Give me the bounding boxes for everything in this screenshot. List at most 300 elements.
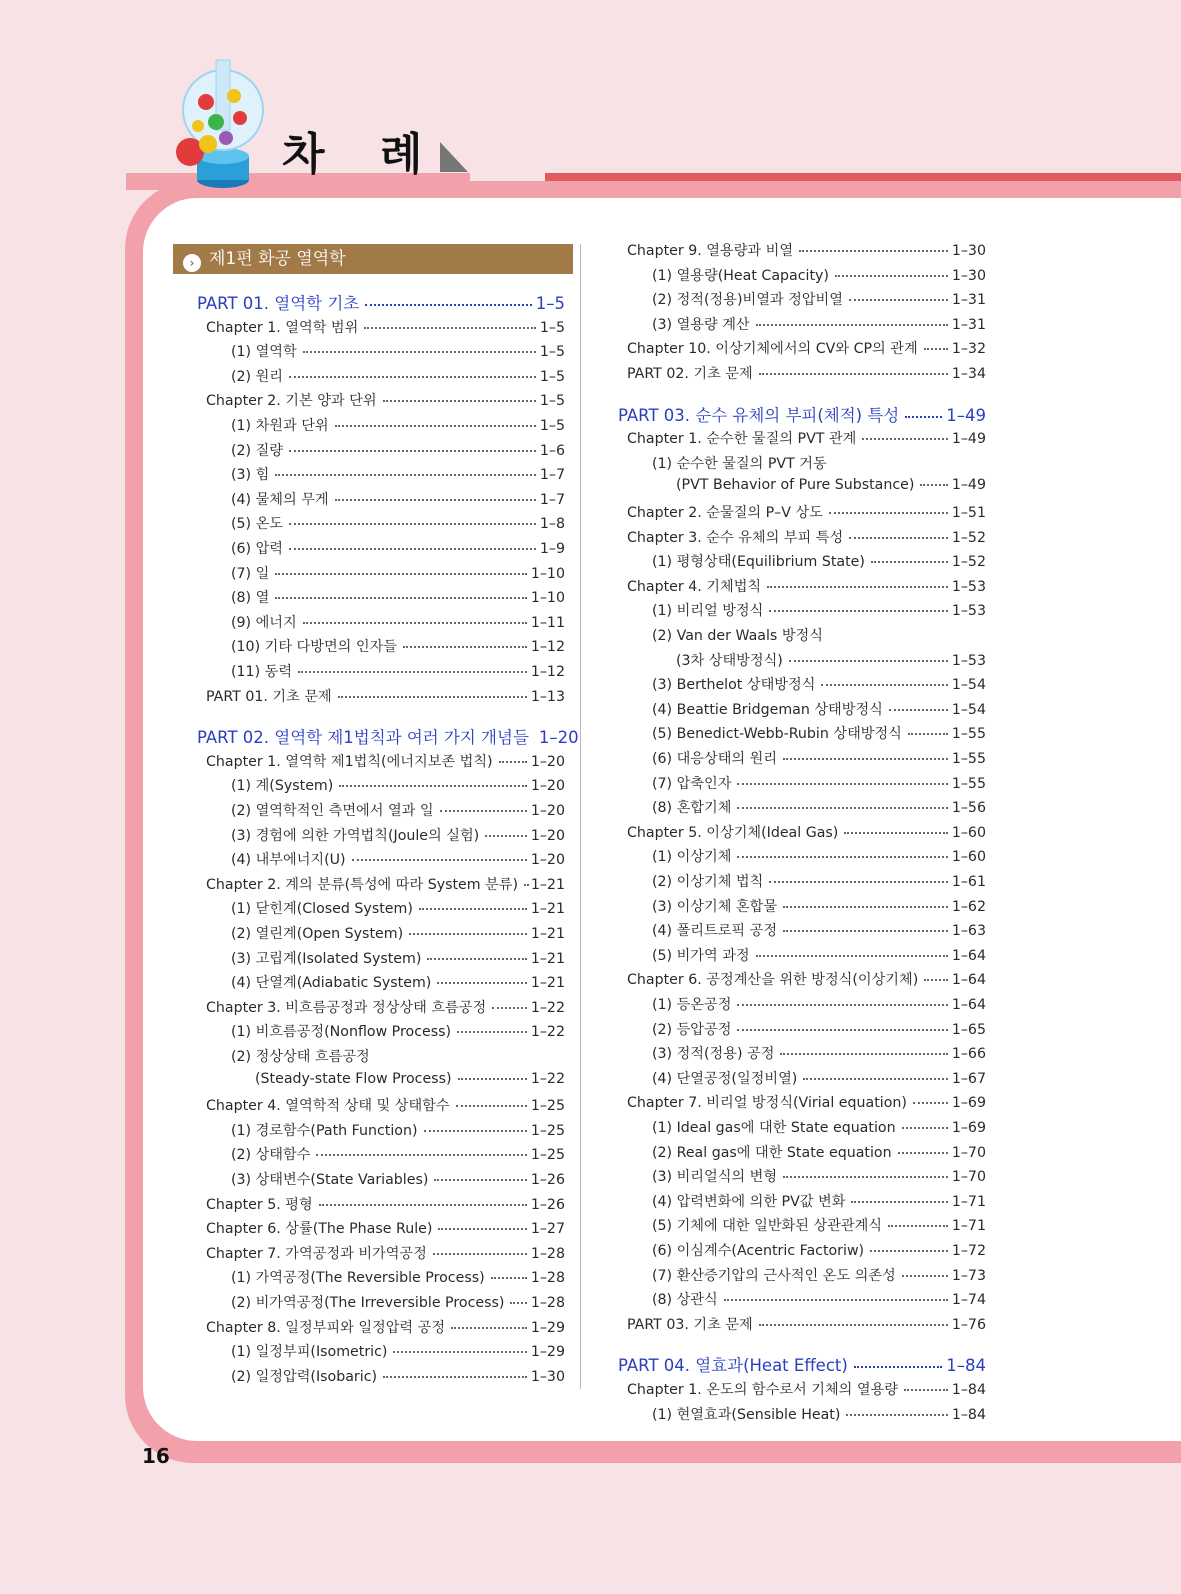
toc-chapter[interactable] bbox=[206, 686, 565, 706]
dot-leader bbox=[835, 275, 948, 277]
toc-item[interactable] bbox=[652, 773, 986, 793]
dot-leader bbox=[298, 671, 527, 673]
toc-chapter[interactable] bbox=[206, 1194, 565, 1214]
toc-page: 1–5 bbox=[539, 393, 565, 410]
toc-item[interactable] bbox=[652, 748, 986, 768]
toc-item[interactable] bbox=[231, 464, 565, 484]
dot-leader bbox=[769, 610, 947, 612]
toc-page: 1–8 bbox=[539, 516, 565, 533]
toc-page: 1–54 bbox=[951, 701, 986, 718]
toc-item[interactable] bbox=[652, 797, 986, 817]
toc-page: 1–5 bbox=[539, 418, 565, 434]
toc-title: Chapter 2. 순물질의 P–V 상도 bbox=[627, 505, 823, 521]
toc-page: 1–22 bbox=[530, 1070, 565, 1087]
toc-item[interactable] bbox=[231, 1144, 565, 1164]
toc-page: 1–5 bbox=[539, 344, 565, 361]
dot-leader bbox=[440, 810, 527, 812]
toc-item[interactable] bbox=[231, 1120, 565, 1140]
toc-page: 1–49 bbox=[946, 405, 986, 425]
toc-title: (1) 열용량(Heat Capacity) bbox=[652, 267, 829, 284]
toc-item[interactable] bbox=[231, 849, 565, 869]
dot-leader bbox=[862, 438, 947, 440]
toc-item[interactable] bbox=[652, 1265, 986, 1285]
toc-title: (6) 압력 bbox=[231, 541, 284, 557]
toc-item[interactable] bbox=[231, 1169, 565, 1189]
toc-page: 1–12 bbox=[530, 639, 565, 656]
toc-chapter[interactable] bbox=[627, 338, 986, 358]
toc-chapter[interactable] bbox=[206, 874, 565, 894]
toc-chapter[interactable] bbox=[206, 1218, 565, 1238]
dot-leader bbox=[456, 1105, 527, 1107]
toc-title: (4) 단열공정(일정비열) bbox=[652, 1070, 798, 1087]
dot-leader bbox=[889, 709, 948, 711]
toc-page: 1–72 bbox=[951, 1243, 986, 1259]
toc-chapter[interactable] bbox=[627, 527, 986, 547]
toc-title: PART 01. 기초 문제 bbox=[206, 688, 332, 705]
toc-title: (2) 상태함수 bbox=[231, 1147, 311, 1164]
dot-leader bbox=[451, 1327, 527, 1329]
toc-page: 1–7 bbox=[539, 467, 565, 484]
toc-title: (2) 이상기체 법칙 bbox=[652, 874, 764, 890]
dot-leader bbox=[780, 1053, 947, 1055]
toc-title: (1) 비흐름공정(Nonflow Process) bbox=[231, 1024, 452, 1041]
toc-page: 1–69 bbox=[951, 1120, 986, 1136]
toc-page: 1–71 bbox=[951, 1193, 986, 1210]
toc-item[interactable] bbox=[652, 1068, 986, 1088]
toc-item[interactable] bbox=[231, 612, 565, 632]
toc-page: 1–52 bbox=[951, 529, 986, 546]
dot-leader bbox=[393, 1351, 526, 1353]
toc-page: 1–54 bbox=[951, 677, 986, 694]
dot-leader bbox=[737, 1004, 947, 1006]
toc-page: 1–5 bbox=[539, 319, 565, 336]
toc-page: 1–49 bbox=[951, 477, 986, 494]
dot-leader bbox=[854, 1366, 942, 1368]
dot-leader bbox=[303, 622, 527, 624]
toc-item[interactable] bbox=[652, 289, 986, 309]
toc-title: (3) 고립계(Isolated System) bbox=[231, 950, 422, 967]
toc-page: 1–5 bbox=[535, 294, 565, 313]
toc-title: (8) 상관식 bbox=[652, 1292, 718, 1309]
toc-page: 1–25 bbox=[530, 1098, 565, 1115]
toc-title: PART 01. 열역학 기초 bbox=[197, 294, 360, 313]
toc-title: (2) 열린계(Open System) bbox=[231, 926, 404, 942]
toc-page: 1–21 bbox=[530, 950, 565, 967]
dot-leader bbox=[437, 982, 527, 984]
toc-part[interactable] bbox=[197, 290, 565, 314]
toc-chapter[interactable] bbox=[627, 1314, 986, 1334]
toc-page: 1–84 bbox=[951, 1406, 986, 1423]
toc-page: 1–21 bbox=[530, 975, 565, 992]
toc-item[interactable] bbox=[255, 1071, 565, 1087]
toc-page: 1–64 bbox=[951, 997, 986, 1013]
dot-leader bbox=[403, 646, 527, 648]
toc-page: 1–76 bbox=[951, 1316, 986, 1333]
toc-title: (1) 이상기체 bbox=[652, 849, 732, 866]
toc-page: 1–53 bbox=[951, 603, 986, 620]
toc-item[interactable] bbox=[231, 513, 565, 533]
toc-title: (6) 이심계수(Acentric Factoriw) bbox=[652, 1243, 865, 1259]
toc-title: (5) Benedict-Webb-Rubin 상태방정식 bbox=[652, 726, 902, 743]
toc-title: (4) 압력변화에 의한 PV값 변화 bbox=[652, 1193, 846, 1210]
dot-leader bbox=[457, 1031, 527, 1033]
toc-item[interactable] bbox=[231, 825, 565, 845]
toc-page: 1–27 bbox=[530, 1221, 565, 1238]
dot-leader bbox=[769, 881, 947, 883]
toc-item[interactable] bbox=[231, 923, 565, 943]
toc-page: 1–26 bbox=[530, 1196, 565, 1213]
toc-title: (3) 정적(정용) 공정 bbox=[652, 1046, 775, 1063]
toc-chapter[interactable] bbox=[627, 502, 986, 522]
dot-leader bbox=[275, 597, 527, 599]
toc-chapter[interactable] bbox=[627, 822, 986, 842]
dot-leader bbox=[844, 832, 947, 834]
toc-title: (5) 온도 bbox=[231, 516, 284, 533]
toc-page: 1–22 bbox=[530, 999, 565, 1016]
dot-leader bbox=[789, 660, 948, 662]
toc-title: PART 03. 기초 문제 bbox=[627, 1316, 753, 1333]
toc-page: 1–53 bbox=[951, 652, 986, 669]
toc-item[interactable] bbox=[652, 994, 986, 1014]
toc-page: 1–25 bbox=[530, 1122, 565, 1139]
toc-title: (1) 열역학 bbox=[231, 344, 297, 361]
toc-title: (2) 등압공정 bbox=[652, 1021, 732, 1038]
toc-item[interactable] bbox=[652, 723, 986, 743]
toc-title: Chapter 7. 비리얼 방정식(Virial equation) bbox=[627, 1095, 907, 1112]
dot-leader bbox=[419, 908, 527, 910]
toc-item[interactable] bbox=[652, 1117, 986, 1137]
toc-chapter[interactable] bbox=[206, 1317, 565, 1337]
toc-item[interactable] bbox=[231, 563, 565, 583]
toc-title: (11) 동력 bbox=[231, 664, 293, 680]
toc-page: 1–20 bbox=[530, 827, 565, 844]
toc-item[interactable] bbox=[652, 551, 986, 571]
toc-title: (Steady-state Flow Process) bbox=[255, 1070, 452, 1087]
toc-title: PART 03. 순수 유체의 부피(체적) 특성 bbox=[618, 405, 900, 425]
toc-item[interactable] bbox=[652, 600, 986, 620]
toc-title: PART 02. 기초 문제 bbox=[627, 366, 753, 382]
toc-title: (4) 물체의 무게 bbox=[231, 491, 329, 508]
dot-leader bbox=[319, 1204, 527, 1206]
toc-item[interactable] bbox=[231, 1292, 565, 1312]
dot-leader bbox=[904, 1389, 948, 1391]
dot-leader bbox=[383, 1376, 527, 1378]
dot-leader bbox=[485, 835, 527, 837]
toc-title: Chapter 2. 계의 분류(특성에 따라 System 분류) bbox=[206, 876, 519, 893]
dot-leader bbox=[799, 250, 948, 252]
toc-item[interactable] bbox=[652, 1289, 986, 1309]
toc-item[interactable] bbox=[231, 800, 565, 820]
toc-page: 1–20 bbox=[530, 778, 565, 795]
dot-leader bbox=[888, 1225, 948, 1227]
dot-leader bbox=[902, 1127, 948, 1129]
toc-page: 1–21 bbox=[530, 876, 565, 893]
toc-title: Chapter 5. 평형 bbox=[206, 1196, 313, 1213]
toc-item[interactable] bbox=[231, 636, 565, 656]
toc-page: 1–30 bbox=[951, 243, 986, 259]
dot-leader bbox=[920, 484, 947, 486]
toc-title: (1) 일정부피(Isometric) bbox=[231, 1344, 388, 1361]
toc-item[interactable] bbox=[231, 415, 565, 435]
toc-page: 1–64 bbox=[951, 972, 986, 989]
toc-item[interactable] bbox=[652, 846, 986, 866]
dot-leader bbox=[424, 1130, 527, 1132]
toc-page: 1–30 bbox=[530, 1368, 565, 1385]
toc-title: (1) 등온공정 bbox=[652, 997, 732, 1013]
toc-title: Chapter 6. 상률(The Phase Rule) bbox=[206, 1221, 433, 1238]
toc-title: (3차 상태방정식) bbox=[676, 652, 783, 669]
toc-title: Chapter 10. 이상기체에서의 CV와 CP의 관계 bbox=[627, 341, 918, 358]
toc-title: (2) 원리 bbox=[231, 368, 284, 385]
toc-title: (3) Berthelot 상태방정식 bbox=[652, 677, 816, 694]
toc-page: 1–10 bbox=[530, 565, 565, 582]
toc-title: Chapter 2. 기본 양과 단위 bbox=[206, 393, 377, 410]
toc-page: 1–56 bbox=[951, 800, 986, 817]
toc-title: (2) 정적(정용)비열과 정압비열 bbox=[652, 292, 843, 309]
toc-title: (1) 차원과 단위 bbox=[231, 418, 329, 434]
toc-item[interactable] bbox=[231, 661, 565, 681]
toc-title: (1) 계(System) bbox=[231, 778, 334, 795]
toc-item[interactable] bbox=[652, 1191, 986, 1211]
dot-leader bbox=[335, 425, 536, 427]
toc-item[interactable] bbox=[652, 871, 986, 891]
dot-leader bbox=[339, 785, 527, 787]
toc-item[interactable] bbox=[231, 1366, 565, 1386]
toc-title: (7) 일 bbox=[231, 565, 270, 582]
toc-title: (2) 열역학적인 측면에서 열과 일 bbox=[231, 803, 434, 819]
toc-title: (7) 환산증기압의 근사적인 온도 의존성 bbox=[652, 1267, 896, 1284]
toc-title: Chapter 3. 비흐름공정과 정상상태 흐름공정 bbox=[206, 999, 487, 1016]
toc-chapter[interactable] bbox=[627, 1379, 986, 1399]
toc-chapter[interactable] bbox=[627, 1092, 986, 1112]
toc-chapter[interactable] bbox=[206, 751, 565, 771]
toc-item[interactable] bbox=[231, 341, 565, 361]
toc-chapter[interactable] bbox=[627, 240, 986, 260]
toc-title: (3) 상태변수(State Variables) bbox=[231, 1172, 429, 1188]
dot-leader bbox=[902, 1275, 948, 1277]
toc-item[interactable] bbox=[231, 489, 565, 509]
dot-leader bbox=[846, 1414, 947, 1416]
dot-leader bbox=[289, 548, 536, 550]
toc-page: 1–61 bbox=[951, 874, 986, 890]
dot-leader bbox=[759, 373, 948, 375]
toc-page: 1–70 bbox=[951, 1144, 986, 1161]
toc-chapter[interactable] bbox=[206, 1095, 565, 1115]
toc-page: 1–13 bbox=[530, 688, 565, 705]
toc-page: 1–26 bbox=[530, 1172, 565, 1188]
toc-item[interactable] bbox=[652, 453, 986, 473]
toc-item[interactable] bbox=[652, 699, 986, 719]
toc-title: (3) 이상기체 혼합물 bbox=[652, 898, 778, 915]
toc-chapter[interactable] bbox=[627, 428, 986, 448]
toc-title: (2) 질량 bbox=[231, 442, 284, 459]
dot-leader bbox=[433, 1253, 527, 1255]
toc-title: Chapter 5. 이상기체(Ideal Gas) bbox=[627, 824, 839, 841]
toc-title: (2) Van der Waals 방정식 bbox=[652, 628, 823, 644]
dot-leader bbox=[365, 304, 532, 306]
toc-item[interactable] bbox=[231, 948, 565, 968]
toc-item[interactable] bbox=[231, 972, 565, 992]
toc-title: Chapter 7. 가역공정과 비가역공정 bbox=[206, 1245, 427, 1262]
toc-page: 1–9 bbox=[539, 541, 565, 557]
toc-title: PART 02. 열역학 제1법칙과 여러 가지 개념들 bbox=[197, 728, 529, 748]
toc-page: 1–20 bbox=[538, 728, 579, 748]
toc-chapter[interactable] bbox=[206, 390, 565, 410]
dot-leader bbox=[908, 733, 948, 735]
toc-item[interactable] bbox=[652, 1043, 986, 1063]
toc-title: Chapter 1. 순수한 물질의 PVT 관계 bbox=[627, 431, 857, 448]
dot-leader bbox=[364, 327, 536, 329]
toc-chapter[interactable] bbox=[206, 1243, 565, 1263]
dot-leader bbox=[829, 512, 948, 514]
toc-page: 1–28 bbox=[530, 1245, 565, 1262]
dot-leader bbox=[756, 955, 948, 957]
toc-item[interactable] bbox=[652, 920, 986, 940]
toc-page: 1–60 bbox=[951, 824, 986, 841]
toc-title: (1) 현열효과(Sensible Heat) bbox=[652, 1406, 841, 1423]
toc-page: 1–73 bbox=[951, 1267, 986, 1284]
toc-item[interactable] bbox=[231, 366, 565, 386]
toc-item[interactable] bbox=[652, 896, 986, 916]
toc-title: (3) 경험에 의한 가역법칙(Joule의 실험) bbox=[231, 827, 480, 844]
toc-chapter[interactable] bbox=[627, 576, 986, 596]
toc-page: 1–70 bbox=[951, 1169, 986, 1186]
toc-chapter[interactable] bbox=[627, 363, 986, 383]
toc-page: 1–28 bbox=[530, 1270, 565, 1287]
toc-page: 1–5 bbox=[539, 368, 565, 385]
toc-item[interactable] bbox=[231, 898, 565, 918]
toc-item[interactable] bbox=[231, 775, 565, 795]
toc-title: PART 04. 열효과(Heat Effect) bbox=[618, 1356, 848, 1376]
toc-page: 1–21 bbox=[530, 926, 565, 942]
toc-title: (4) 단열계(Adiabatic System) bbox=[231, 975, 432, 992]
dot-leader bbox=[924, 348, 948, 350]
toc-item[interactable] bbox=[652, 674, 986, 694]
toc-title: (2) 정상상태 흐름공정 bbox=[231, 1049, 370, 1065]
toc-title: Chapter 3. 순수 유체의 부피 특성 bbox=[627, 529, 844, 546]
toc-page: 1–64 bbox=[951, 947, 986, 964]
dot-leader bbox=[289, 376, 536, 378]
toc-item[interactable] bbox=[231, 1267, 565, 1287]
toc-title: (9) 에너지 bbox=[231, 614, 297, 631]
toc-item[interactable] bbox=[231, 440, 565, 460]
dot-leader bbox=[851, 1201, 947, 1203]
toc-title: Chapter 6. 공정계산을 위한 방정식(이상기체) bbox=[627, 972, 919, 989]
toc-title: (1) 가역공정(The Reversible Process) bbox=[231, 1270, 485, 1287]
toc-item[interactable] bbox=[676, 650, 986, 670]
toc-chapter[interactable] bbox=[627, 969, 986, 989]
toc-title: (4) 폴리트로픽 공정 bbox=[652, 923, 778, 940]
dot-leader bbox=[427, 958, 526, 960]
dot-leader bbox=[510, 1302, 526, 1304]
toc-page: 1–21 bbox=[530, 901, 565, 918]
toc-item[interactable] bbox=[652, 1404, 986, 1424]
toc-item[interactable] bbox=[231, 538, 565, 558]
toc-page: 1–12 bbox=[530, 664, 565, 680]
toc-item[interactable] bbox=[231, 587, 565, 607]
toc-item[interactable] bbox=[652, 1215, 986, 1235]
toc-page: 1–20 bbox=[530, 753, 565, 770]
toc-page: 1–62 bbox=[951, 898, 986, 915]
dot-leader bbox=[289, 523, 536, 525]
toc-title: (1) 평형상태(Equilibrium State) bbox=[652, 554, 865, 571]
dot-leader bbox=[438, 1228, 526, 1230]
toc-page: 1–10 bbox=[530, 590, 565, 607]
dot-leader bbox=[338, 696, 527, 698]
dot-leader bbox=[303, 351, 536, 353]
toc-item[interactable] bbox=[652, 1142, 986, 1162]
page-number: 16 bbox=[142, 1444, 170, 1468]
toc-chapter[interactable] bbox=[206, 317, 565, 337]
toc-title: (PVT Behavior of Pure Substance) bbox=[676, 477, 915, 494]
toc-page: 1–51 bbox=[951, 505, 986, 521]
dot-leader bbox=[849, 299, 948, 301]
toc-page: 1–84 bbox=[946, 1356, 986, 1376]
toc-item[interactable] bbox=[676, 477, 986, 493]
toc-part[interactable] bbox=[618, 1352, 986, 1376]
toc-chapter[interactable] bbox=[206, 997, 565, 1017]
toc-item[interactable] bbox=[652, 314, 986, 334]
toc-page: 1–67 bbox=[951, 1070, 986, 1087]
dot-leader bbox=[737, 807, 947, 809]
toc-title: (2) 일정압력(Isobaric) bbox=[231, 1368, 378, 1385]
toc-title: (4) 내부에너지(U) bbox=[231, 852, 346, 869]
toc-title: Chapter 4. 기체법칙 bbox=[627, 578, 762, 595]
toc-item[interactable] bbox=[231, 1341, 565, 1361]
dot-leader bbox=[898, 1152, 948, 1154]
toc-page: 1–69 bbox=[951, 1095, 986, 1112]
toc-item[interactable] bbox=[652, 625, 986, 645]
dot-leader bbox=[767, 586, 948, 588]
toc-item[interactable] bbox=[652, 945, 986, 965]
dot-leader bbox=[913, 1102, 948, 1104]
toc-part[interactable] bbox=[618, 402, 986, 426]
toc-item[interactable] bbox=[652, 1166, 986, 1186]
dot-leader bbox=[737, 856, 947, 858]
toc-page: 1–49 bbox=[951, 431, 986, 448]
toc-page: 1–32 bbox=[951, 341, 986, 358]
toc-page: 1–28 bbox=[530, 1295, 565, 1311]
toc-page: 1–84 bbox=[951, 1382, 986, 1398]
dot-leader bbox=[737, 783, 947, 785]
toc-page: 1–20 bbox=[530, 803, 565, 819]
dot-leader bbox=[335, 499, 536, 501]
toc-page: 1–63 bbox=[951, 923, 986, 940]
test-tube-balls-icon bbox=[168, 52, 268, 192]
toc-page: 1–74 bbox=[951, 1292, 986, 1309]
dot-leader bbox=[783, 758, 948, 760]
toc-page: 1–30 bbox=[951, 267, 986, 284]
toc-title: (1) Ideal gas에 대한 State equation bbox=[652, 1120, 896, 1136]
dot-leader bbox=[499, 761, 527, 763]
toc-page: 1–34 bbox=[951, 366, 986, 382]
toc-part[interactable] bbox=[197, 724, 579, 748]
toc-title: (3) 열용량 계산 bbox=[652, 316, 750, 333]
toc-item[interactable] bbox=[652, 1240, 986, 1260]
toc-item[interactable] bbox=[652, 1019, 986, 1039]
toc-page: 1–25 bbox=[530, 1147, 565, 1164]
toc-page: 1–52 bbox=[951, 554, 986, 571]
toc-item[interactable] bbox=[231, 1021, 565, 1041]
toc-title: (8) 혼합기체 bbox=[652, 800, 732, 817]
dot-leader bbox=[737, 1029, 947, 1031]
dot-leader bbox=[783, 906, 948, 908]
toc-item[interactable] bbox=[652, 265, 986, 285]
toc-title: (10) 기타 다방면의 인자들 bbox=[231, 639, 397, 656]
toc-page: 1–65 bbox=[951, 1021, 986, 1038]
dot-leader bbox=[458, 1078, 527, 1080]
toc-item[interactable] bbox=[231, 1046, 565, 1066]
